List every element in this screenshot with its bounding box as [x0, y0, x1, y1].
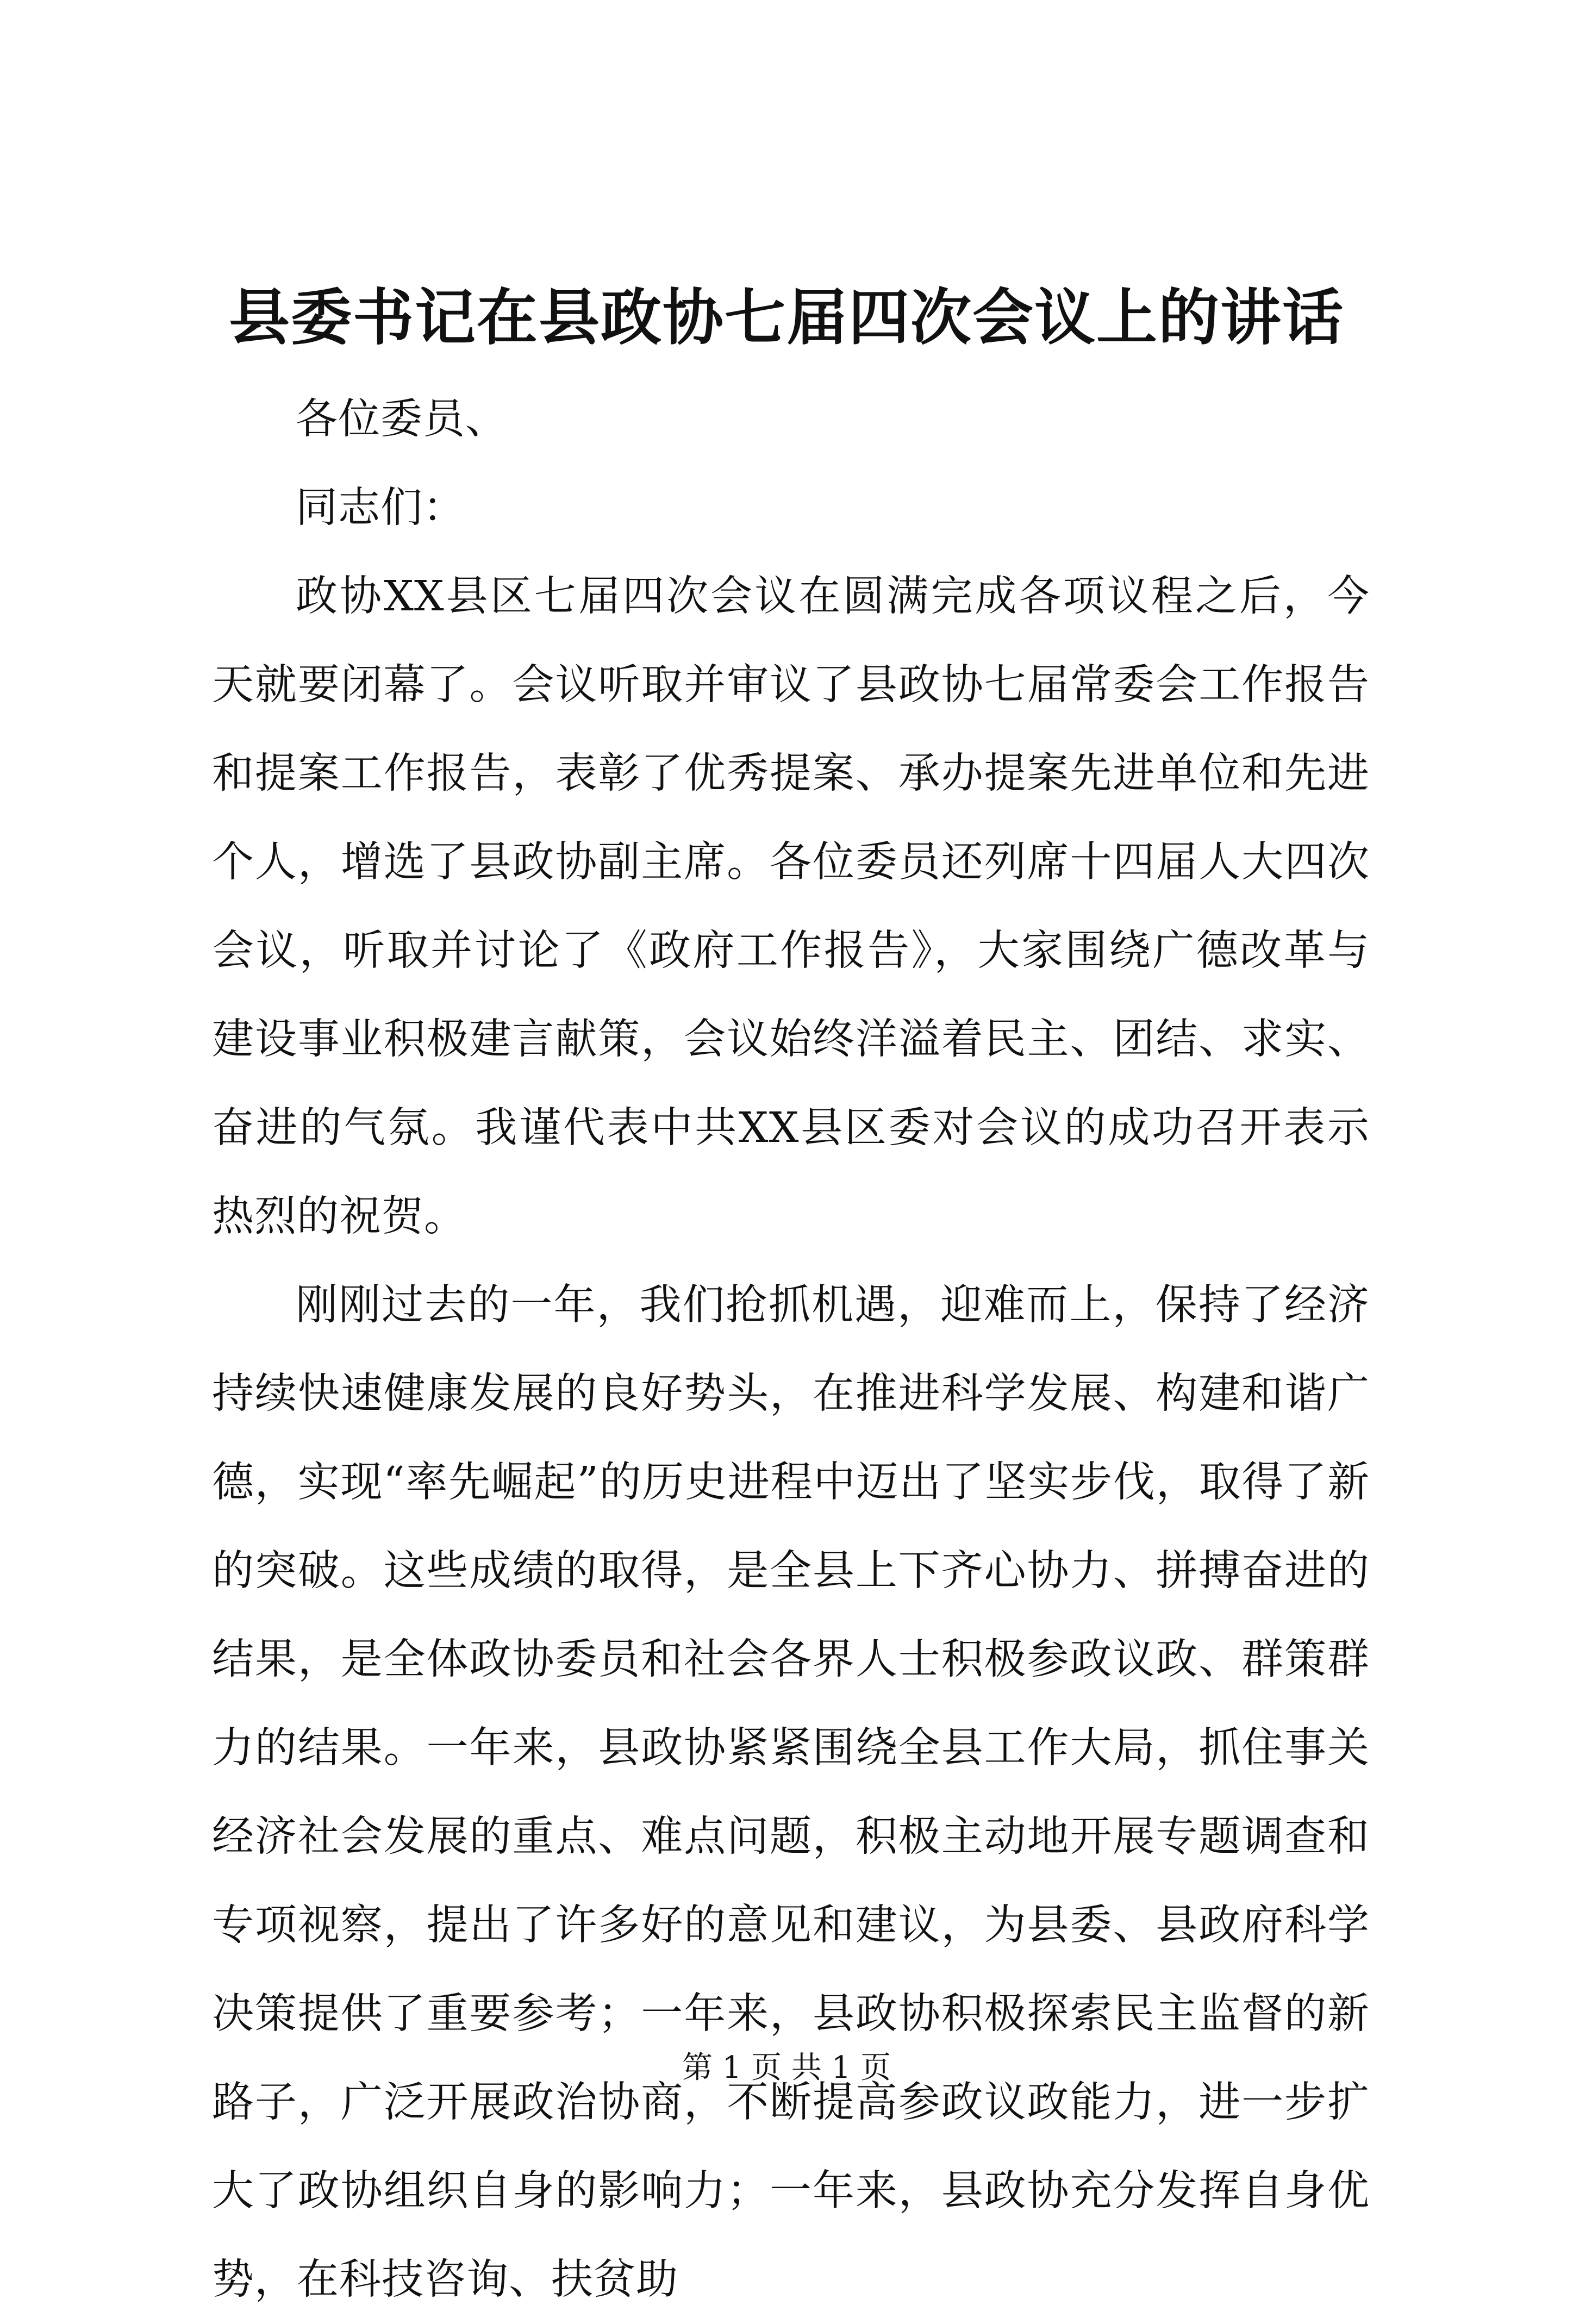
- document-title: 县委书记在县政协七届四次会议上的讲话: [229, 282, 1344, 353]
- salutation-line-1: 各位委员、: [296, 395, 508, 443]
- document-body: [212, 375, 1370, 2324]
- page-footer: 第 1 页 共 1 页: [682, 2050, 891, 2085]
- body-paragraph-1: 政协XX县区七届四次会议在圆满完成各项议程之后，今天就要闭幕了。会议听取并审议了县政协七届常委会工作报告和提案工作报告，表彰了优秀提案、承办提案先进单位和先进个人，增选了县政协副主席。各位委员还列席十四届人大四次会议，听取并讨论了《政府工作报告》，大家围绕广德改革与建设事业积极建言献策，会议始终洋溢着民主、团结、求实、奋进的气氛。我谨代表中共XX县区委对会议的成功召开表示热烈的祝贺。: [212, 572, 1370, 1241]
- body-paragraph-2: 刚刚过去的一年，我们抢抓机遇，迎难而上，保持了经济持续快速健康发展的良好势头，在推进科学发展、构建和谐广德，实现“率先崛起”的历史进程中迈出了坚实步伐，取得了新的突破。这些成绩的取得，是全县上下齐心协力、拼搏奋进的结果，是全体政协委员和社会各界人士积极参政议政、群策群力的结果。一年来，县政协紧紧围绕全县工作大局，抓住事关经济社会发展的重点、难点问题，积极主动地开展专题调查和专项视察，提出了许多好的意见和建议，为县委、县政府科学决策提供了重要参考；一年来，县政协积极探索民主监督的新路子，广泛开展政治协商，不断提高参政议政能力，进一步扩大了政协组织自身的影响力；一年来，县政协充分发挥自身优势，在科技咨询、扶贫助: [212, 1281, 1370, 2304]
- salutation-line-2: 同志们：: [296, 484, 465, 532]
